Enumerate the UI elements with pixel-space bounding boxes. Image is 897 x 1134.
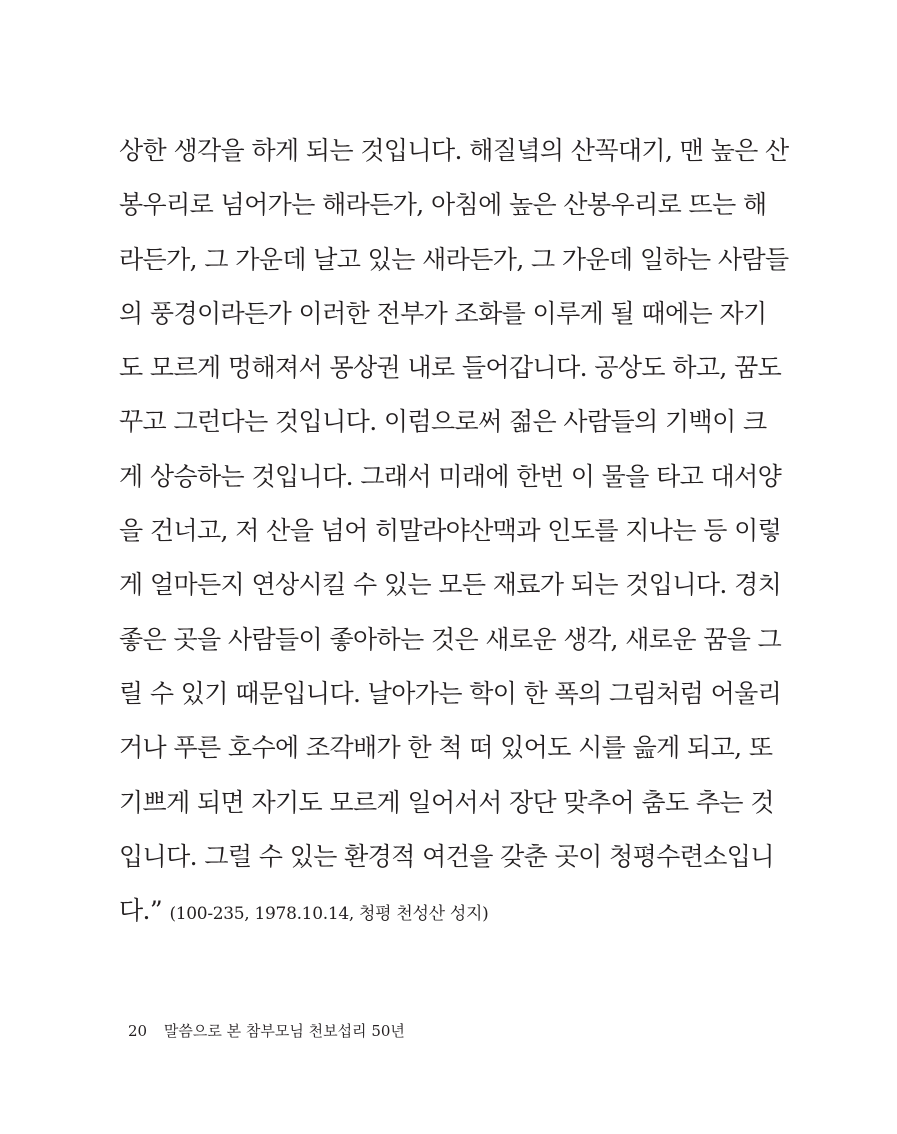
body-paragraph (119, 124, 789, 938)
text-line-13: 기쁘게 되면 자기도 모르게 일어서서 장단 맞추어 춤도 추는 것 (119, 787, 774, 817)
text-line-5: 도 모르게 멍해져서 몽상권 내로 들어갑니다. 공상도 하고, 꿈도 (119, 353, 782, 383)
text-line-1: 상한 생각을 하게 되는 것입니다. 해질녘의 산꼭대기, 맨 높은 산 (119, 136, 789, 165)
text-line-3: 라든가, 그 가운데 날고 있는 새라든가, 그 가운데 일하는 사람들 (119, 244, 789, 274)
source-citation: (100-235, 1978.10.14, 청평 천성산 성지) (169, 904, 489, 925)
closing-text: 다.” (119, 896, 163, 926)
text-line-4: 의 풍경이라든가 이러한 전부가 조화를 이루게 될 때에는 자기 (119, 298, 767, 328)
text-line-10: 좋은 곳을 사람들이 좋아하는 것은 새로운 생각, 새로운 꿈을 그 (119, 624, 782, 654)
text-line-14: 입니다. 그럴 수 있는 환경적 여건을 갖춘 곳이 청평수련소입니 (119, 841, 774, 871)
text-line-8: 을 건너고, 저 산을 넘어 히말라야산맥과 인도를 지나는 등 이렇 (119, 516, 782, 546)
text-line-6: 꾸고 그런다는 것입니다. 이럼으로써 젊은 사람들의 기백이 크 (119, 407, 767, 437)
text-line-9: 게 얼마든지 연상시킬 수 있는 모든 재료가 되는 것입니다. 경치 (119, 570, 782, 600)
text-line-11: 릴 수 있기 때문입니다. 날아가는 학이 한 폭의 그림처럼 어울리 (119, 678, 782, 708)
page-footer (128, 1021, 405, 1041)
running-title: 말씀으로 본 참부모님 천보섭리 50년 (163, 1022, 405, 1040)
text-line-15 (119, 884, 743, 938)
text-line-7: 게 상승하는 것입니다. 그래서 미래에 한번 이 물을 타고 대서양 (119, 461, 782, 491)
text-line-12: 거나 푸른 호수에 조각배가 한 척 떠 있어도 시를 읊게 되고, 또 (119, 733, 773, 763)
text-line-2: 봉우리로 넘어가는 해라든가, 아침에 높은 산봉우리로 뜨는 해 (119, 190, 767, 220)
page-number: 20 (128, 1022, 148, 1040)
